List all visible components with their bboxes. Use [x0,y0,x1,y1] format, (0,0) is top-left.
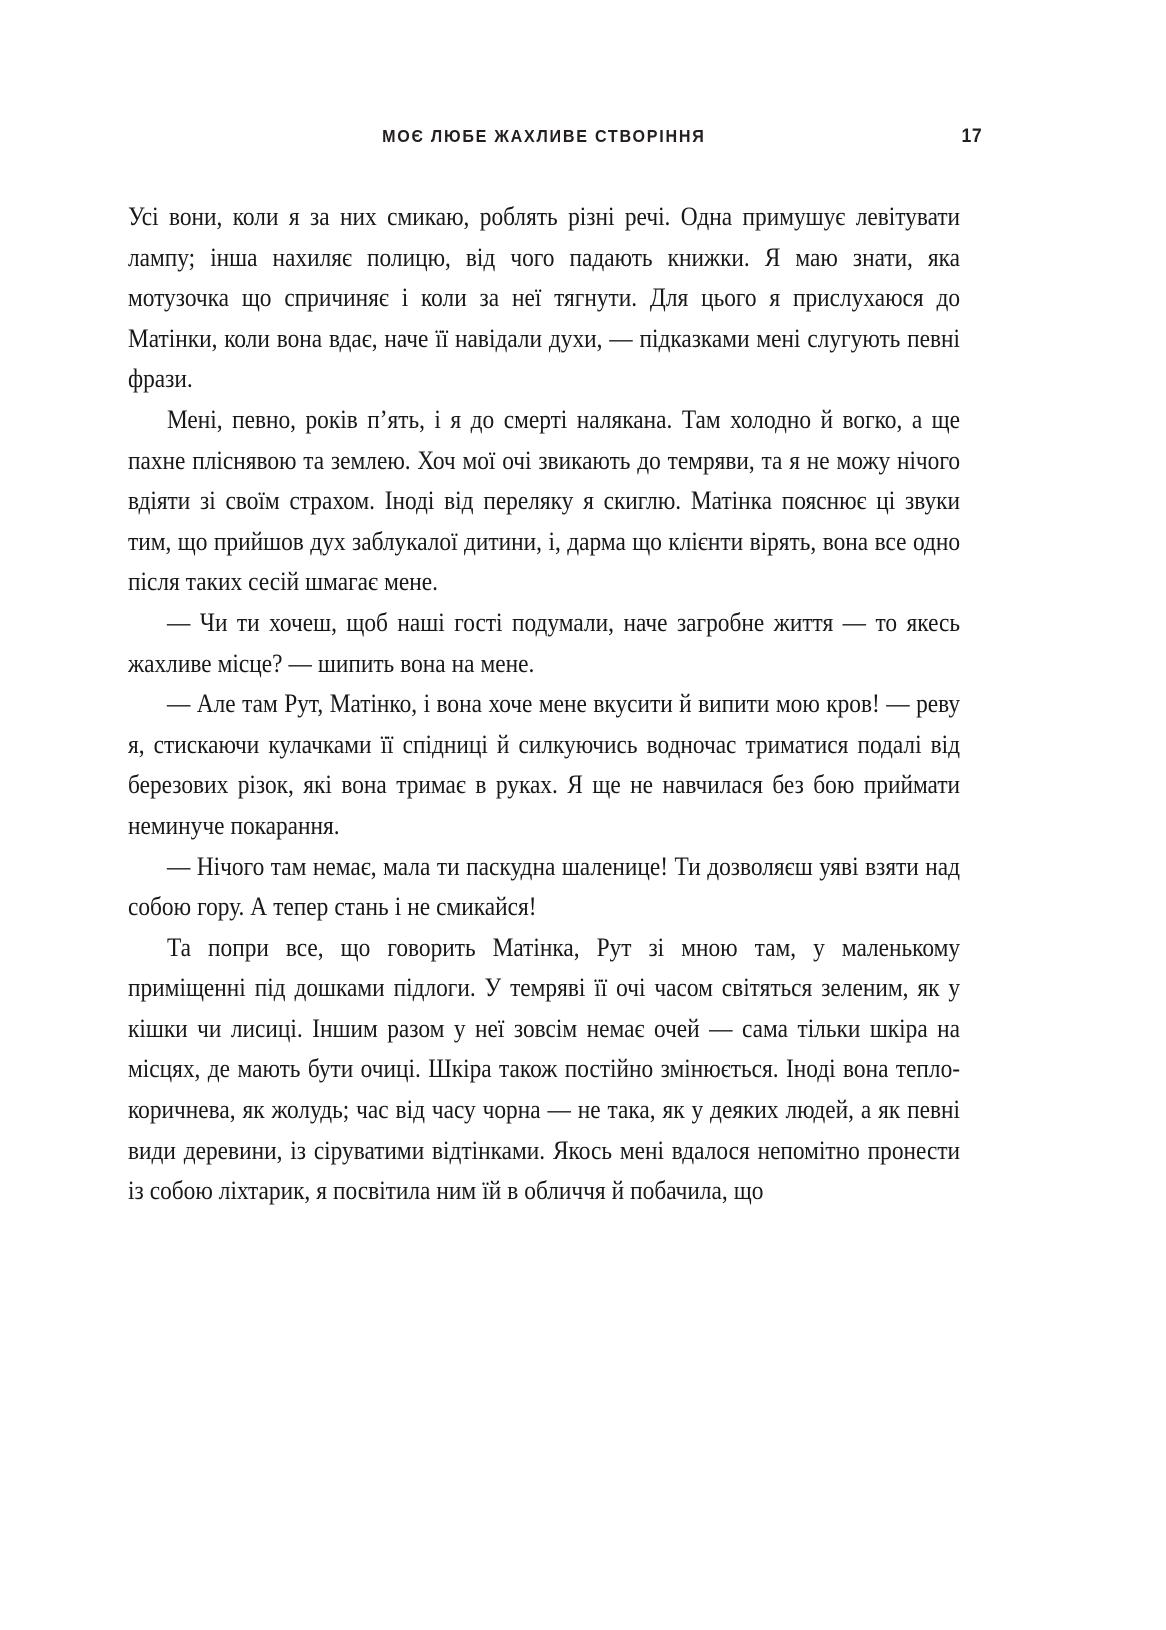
paragraph: Та попри все, що говорить Матінка, Рут зі мною там, у маленькому приміщенні під дошками підлоги. У темряві її очі часом світяться зеленим, як у кішки чи лисиці. Іншим разом у неї зовсім немає очей — сама тільки шкіра на місцях, де мають бути очиці. Шкіра також постійно змінюється. Іноді вона тепло-коричнева, як жолудь; час від часу чорна — не така, як у деяких людей, а як певні види деревини, із сіруватими відтінками. Якось мені вдалося непомітно пронести із собою ліхтарик, я посвітила ним їй в обличчя й побачила, що [128,931,961,1206]
paragraph: Усі вони, коли я за них смикаю, роблять різні речі. Одна примушує левітувати лампу; інша нахиляє полицю, від чого падають книжки. Я маю знати, яка мотузочка що спричиняє і коли за неї тягнути. Для цього я прислухаюся до Матінки, коли вона вдає, наче її навідали духи, — підказками мені слугують певні фрази. [128,201,961,394]
paragraph: — Чи ти хочеш, щоб наші гості подумали, наче загробне життя — то якесь жахливе місце? — шипить вона на мене. [128,606,961,678]
page-number: 17 [961,126,983,147]
running-header [128,126,960,152]
folio [960,126,1166,148]
paragraph: — Але там Рут, Матінко, і вона хоче мене вкусити й випити мою кров! — реву я, стискаючи кулачками її спідниці й силкуючись водночас триматися подалі від березових різок, які вона тримає в руках. Я ще не навчилася без бою приймати неминуче покарання. [128,688,961,840]
paragraph: — Нічого там немає, мала ти паскудна шаленице! Ти дозволяєш уяві взяти над собою гору. А тепер стань і не смикайся! [128,850,961,922]
running-header-title: МОЄ ЛЮБЕ ЖАХЛИВЕ СТВОРІННЯ [382,126,706,146]
body-text-block [128,196,960,1211]
paragraph: Мені, певно, років п’ять, і я до смерті налякана. Там холодно й вогко, а ще пахне пліснявою та землею. Хоч мої очі звикають до темряви, та я не можу нічого вдіяти зі своїм страхом. Іноді від переляку я скиглю. Матінка пояснює ці звуки тим, що прийшов дух заблукалої дитини, і, дарма що клієнти вірять, вона все одно після таких сесій шмагає мене. [128,403,961,597]
